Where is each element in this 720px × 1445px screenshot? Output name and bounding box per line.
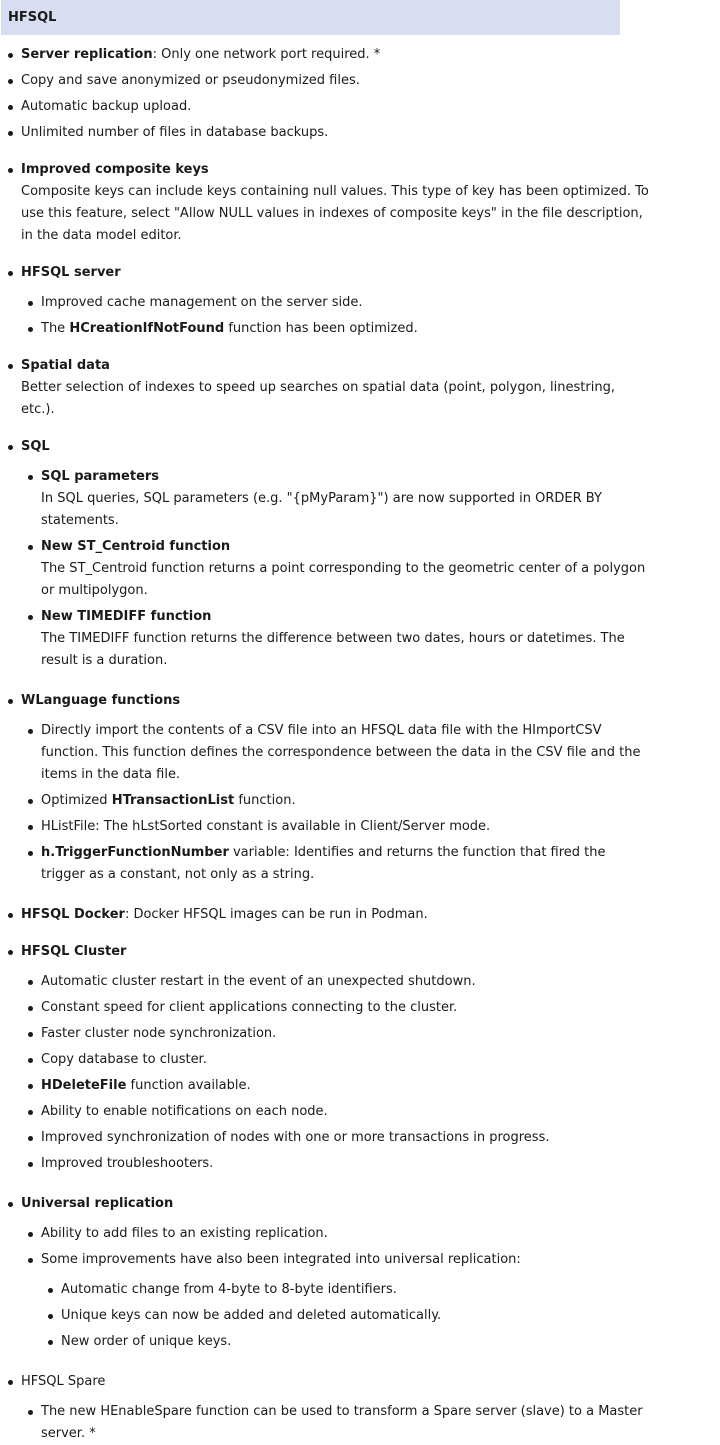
section-title: HFSQL bbox=[8, 10, 57, 25]
item-text: variable: Identifies and returns the function that fired the trigger as a constant, not only as a string. bbox=[41, 845, 606, 882]
item-title: HFSQL Cluster bbox=[21, 944, 127, 959]
sub-item-timediff bbox=[41, 606, 651, 672]
content bbox=[0, 44, 720, 1445]
sub-item-restart bbox=[41, 971, 651, 993]
sub-item-improved-sync bbox=[41, 1127, 651, 1149]
item-description: The TIMEDIFF function returns the difference between two dates, hours or datetimes. The result is a duration. bbox=[41, 631, 625, 668]
item-text: : Docker HFSQL images can be run in Podman. bbox=[124, 907, 428, 922]
item-text: Automatic backup upload. bbox=[21, 99, 192, 114]
item-title: Spatial data bbox=[21, 358, 110, 373]
item-description: Better selection of indexes to speed up searches on spatial data (point, polygon, linestring, etc.). bbox=[21, 380, 615, 417]
feature-list bbox=[0, 44, 720, 1445]
list-item-copy-save bbox=[21, 70, 651, 92]
item-title: HFSQL Spare bbox=[21, 1374, 106, 1389]
item-title: Improved composite keys bbox=[21, 162, 209, 177]
item-bold: h.TriggerFunctionNumber bbox=[41, 845, 229, 860]
item-text: Automatic change from 4-byte to 8-byte identifiers. bbox=[61, 1282, 397, 1297]
item-text: Copy database to cluster. bbox=[41, 1052, 207, 1067]
item-text: Improved synchronization of nodes with one or more transactions in progress. bbox=[41, 1130, 550, 1145]
list-item-unlimited-files bbox=[21, 122, 651, 144]
item-text: HListFile: The hLstSorted constant is available in Client/Server mode. bbox=[41, 819, 491, 834]
sub-item-sync bbox=[41, 1023, 651, 1045]
sub-item-add-files bbox=[41, 1223, 651, 1245]
item-text: Faster cluster node synchronization. bbox=[41, 1026, 277, 1041]
item-text: Improved cache management on the server side. bbox=[41, 295, 363, 310]
sub-item-hlistfile bbox=[41, 816, 651, 838]
item-bold: HTransactionList bbox=[111, 793, 235, 808]
sub-list bbox=[21, 720, 651, 886]
item-bold: HDeleteFile bbox=[41, 1078, 127, 1093]
sub-sub-list bbox=[41, 1279, 651, 1353]
item-title: SQL bbox=[21, 439, 50, 454]
sub-sub-item-auto-change bbox=[61, 1279, 651, 1301]
list-item-spare bbox=[21, 1371, 651, 1445]
sub-item-trigger bbox=[41, 842, 651, 886]
list-item-docker bbox=[21, 904, 651, 926]
sub-item-sql-parameters bbox=[41, 466, 651, 532]
list-item-composite-keys bbox=[21, 159, 651, 247]
sub-list bbox=[21, 1223, 651, 1353]
list-item-sql bbox=[21, 436, 651, 672]
item-text: Some improvements have also been integrated into universal replication: bbox=[41, 1252, 521, 1267]
sub-item-st-centroid bbox=[41, 536, 651, 602]
item-title: New ST_Centroid function bbox=[41, 539, 231, 554]
item-text: Improved troubleshooters. bbox=[41, 1156, 214, 1171]
sub-list bbox=[21, 292, 651, 340]
item-text: function available. bbox=[126, 1078, 251, 1093]
item-text: Copy and save anonymized or pseudonymized files. bbox=[21, 73, 360, 88]
item-title: SQL parameters bbox=[41, 469, 160, 484]
sub-item-hdeletefile bbox=[41, 1075, 651, 1097]
sub-list bbox=[21, 1401, 651, 1445]
item-description: The ST_Centroid function returns a point corresponding to the geometric center of a polygon or multipolygon. bbox=[41, 561, 646, 598]
item-text: Unlimited number of files in database backups. bbox=[21, 125, 329, 140]
sub-item-hcreation bbox=[41, 318, 651, 340]
sub-item-improvements bbox=[41, 1249, 651, 1353]
item-text: Automatic cluster restart in the event of an unexpected shutdown. bbox=[41, 974, 476, 989]
item-text: : Only one network port required. * bbox=[152, 47, 381, 62]
item-text: The new HEnableSpare function can be used to transform a Spare server (slave) to a Master server. * bbox=[41, 1404, 643, 1441]
item-text: Directly import the contents of a CSV file into an HFSQL data file with the HImportCSV function. This function defines the correspondence between the data in the CSV file and the items in the data file. bbox=[41, 723, 641, 782]
sub-item-troubleshooters bbox=[41, 1153, 651, 1175]
item-text: Unique keys can now be added and deleted automatically. bbox=[61, 1308, 442, 1323]
sub-item-import-csv bbox=[41, 720, 651, 786]
list-item-spatial bbox=[21, 355, 651, 421]
item-text: Ability to add files to an existing replication. bbox=[41, 1226, 328, 1241]
item-title: New TIMEDIFF function bbox=[41, 609, 212, 624]
sub-item-cache bbox=[41, 292, 651, 314]
sub-sub-item-new-order bbox=[61, 1331, 651, 1353]
sub-item-enable-spare bbox=[41, 1401, 681, 1445]
sub-list bbox=[21, 971, 651, 1175]
item-description: In SQL queries, SQL parameters (e.g. "{pMyParam}") are now supported in ORDER BY statements. bbox=[41, 491, 602, 528]
item-bold: HFSQL Docker bbox=[21, 907, 125, 922]
list-item-server-replication bbox=[21, 44, 651, 66]
item-bold: Server replication bbox=[21, 47, 153, 62]
item-text: New order of unique keys. bbox=[61, 1334, 232, 1349]
item-text: Optimized bbox=[41, 793, 112, 808]
sub-item-speed bbox=[41, 997, 651, 1019]
list-item-wlanguage bbox=[21, 690, 651, 886]
list-item-cluster bbox=[21, 941, 651, 1175]
item-title: WLanguage functions bbox=[21, 693, 181, 708]
item-text: Constant speed for client applications connecting to the cluster. bbox=[41, 1000, 458, 1015]
item-title: Universal replication bbox=[21, 1196, 174, 1211]
sub-item-notifications bbox=[41, 1101, 651, 1123]
item-bold: HCreationIfNotFound bbox=[69, 321, 225, 336]
sub-list bbox=[21, 466, 651, 672]
sub-sub-item-unique-keys bbox=[61, 1305, 651, 1327]
list-item-auto-backup bbox=[21, 96, 651, 118]
item-text: Ability to enable notifications on each node. bbox=[41, 1104, 328, 1119]
item-text: The bbox=[41, 321, 70, 336]
item-title: HFSQL server bbox=[21, 265, 121, 280]
list-item-hfsql-server bbox=[21, 262, 651, 340]
item-text: function has been optimized. bbox=[224, 321, 418, 336]
item-text: function. bbox=[234, 793, 296, 808]
list-item-universal-replication bbox=[21, 1193, 651, 1353]
section-header bbox=[1, 0, 620, 35]
item-description: Composite keys can include keys containing null values. This type of key has been optimized. To use this feature, select "Allow NULL values in indexes of composite keys" in the file description, in the data model editor. bbox=[21, 184, 649, 243]
sub-item-transaction-list bbox=[41, 790, 651, 812]
sub-item-copy-db bbox=[41, 1049, 651, 1071]
